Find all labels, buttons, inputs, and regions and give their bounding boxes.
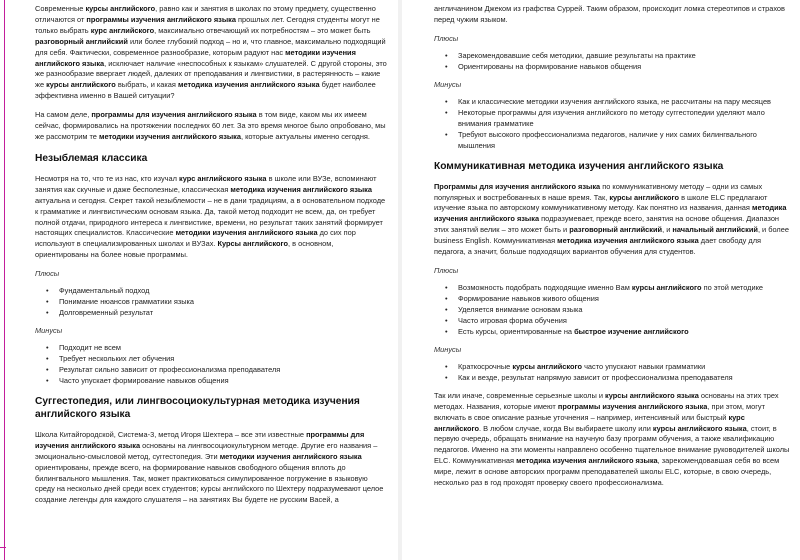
suggestopedia-paragraph: Школа Китайгородской, Система-3, метод Игоря Шехтера – все эти известные программы для изучения английского языка основаны на лингвосоциокультурном методе. Другие его названия – эмоционально-смысловой метод, суггестопедия. Эти методики изучения английского языка ориентированы, прежде всего, на формирование навыков свободного общения вплоть до билингвального мышления. Так, может практиковаться симулированное погружение в языковую среду на несколько дней среди всех студентов; курсы английского по Шехтеру подразумевают целое создание легенды для каждого слушателя – на занятиях Вы будете не русским Васей, а	[35, 429, 384, 505]
communicative-pros-list	[434, 282, 790, 337]
conclusion-paragraph: Так или иначе, современные серьезные школы и курсы английского языка основаны на этих трех методах. Названия, которые имеют программы изучения английского языка, при этом, могут включать в свое описание разные уточнения – например, интенсивный или быстрый курс английского. В любом случае, когда Вы выбираете школу или курсы английского языка, стоит, в первую очередь, обращать внимание на научную базу программ обучения, а также квалификацию педагогов. Именно на эти моменты направлено особенно тщательное внимание руководителей школы ELC. Коммуникативная методика изучения английского языка, зарекомендовавшая себя во всем мире, лежит в основе авторских программ преподавателей школы ELC, которые, в свою очередь, несколько раз в год проходят проверку своего профессионализма.	[434, 390, 790, 488]
keyword-highlight: методики изучения английского языка	[219, 451, 362, 461]
suggestopedia-continuation: англичанином Джеком из графства Суррей. Таким образом, происходит ломка стереотипов и страхов перед чужим языком.	[434, 4, 785, 24]
left-page-corner-mark	[0, 547, 6, 548]
keyword-highlight: методика изучения английского языка	[230, 184, 372, 194]
keyword-highlight: методика изучения английского языка	[434, 203, 787, 224]
list-item: • Требует нескольких лет обучения	[35, 353, 388, 364]
list-item: • Как и классические методики изучения английского языка, не рассчитаны на пару месяцев	[434, 96, 790, 107]
keyword-highlight: разговорный английский	[569, 225, 663, 235]
communicative-cons-list	[434, 361, 790, 383]
list-item: • Зарекомендовавшие себя методики, давшие результаты на практике	[434, 50, 790, 61]
classic-paragraph: Несмотря на то, что те из нас, кто изучал курс английского языка в школе или ВУЗе, вспоминают занятия как скучные и даже бесполезные, классическая методика изучения английского языка актуальна и сегодня. Секрет такой незыблемости – не в дани традициям, а в основательном подходе к грамматике и лингвистическим основам языка. Да, такой метод подходит не всем, да, он требует полной отдачи, природного интереса к лингвистике, времени, но результат таких занятий формирует настоящих специалистов. Классические методики изучения английского языка до сих пор используют в специализированных школах и ВУЗах. Курсы английского, в основном, ориентированы на более новые программы.	[35, 173, 386, 260]
suggestopedia-pros-label: Плюсы	[434, 33, 459, 43]
left-page-edge-line	[4, 0, 5, 560]
section-heading-communicative: Коммуникативная методика изучения английского языка	[434, 160, 724, 172]
keyword-highlight: курсы английского	[609, 192, 680, 202]
keyword-highlight: методики изучения английского языка	[35, 47, 356, 68]
keyword-highlight: начальный английский	[672, 225, 758, 235]
communicative-paragraph: Программы для изучения английского языка по коммуникативному методу – одни из самых популярных и востребованных в наше время. Так, курсы английского в школе ELC предлагают изучение языка по авторскому коммуникативному методу. Как понятно из названия, данная методика изучения английского языка подразумевает, прежде всего, занятия на основе общения. Диапазон этих занятий велик – это может быть и разговорный английский, и начальный английский, и более business English. Коммуникативная методика изучения английского языка дает свободу для педагога, а значит, больше подходящих вариантов обучения для студентов.	[434, 181, 789, 257]
keyword-highlight: программы для изучения английского языка	[91, 110, 257, 120]
right-page	[402, 0, 800, 560]
keyword-highlight: курсы английского	[46, 80, 116, 90]
section-heading-suggestopedia: Суггестопедия, или лингвосоциокультурная методика изучения английского языка	[35, 395, 360, 420]
classic-pros-label: Плюсы	[35, 269, 60, 279]
suggestopedia-cons-list	[434, 96, 790, 151]
keyword-highlight: курс английского	[90, 25, 155, 35]
list-item: • Результат сильно зависит от профессионализма преподавателя	[35, 364, 388, 375]
list-item: • Долговременный результат	[35, 307, 388, 318]
left-page	[0, 0, 398, 560]
list-item: • Уделяется внимание основам языка	[434, 304, 790, 315]
list-item: • Формирование навыков живого общения	[434, 293, 790, 304]
keyword-highlight: методика изучения английского языка	[516, 456, 658, 466]
keyword-highlight: быстрое изучение английского	[574, 326, 689, 336]
suggestopedia-cons-label: Минусы	[434, 79, 462, 89]
keyword-highlight: программы изучения английского языка	[86, 14, 236, 24]
list-item: • Некоторые программы для изучения английского по методу суггестопедии уделяют мало внимания грамматике	[434, 107, 790, 129]
keyword-highlight: Курсы английского	[217, 239, 289, 249]
list-item: • Ориентированы на формирование навыков общения	[434, 61, 790, 72]
classic-cons-label: Минусы	[35, 326, 63, 336]
list-item: • Есть курсы, ориентированные на быстрое изучение английского	[434, 326, 790, 337]
keyword-highlight: курсы английского	[631, 282, 702, 292]
keyword-highlight: методики изучения английского языка	[175, 228, 318, 238]
list-item: • Требуют высокого профессионализма педагогов, наличие у них самих билингвального мышления	[434, 129, 790, 151]
keyword-highlight: методика изучения английского языка	[557, 236, 699, 246]
list-item: • Подходит не всем	[35, 342, 388, 353]
keyword-highlight: программы изучения английского языка	[557, 401, 708, 411]
section-heading-classic: Незыблемая классика	[35, 152, 148, 164]
list-item: • Краткосрочные курсы английского часто упускают навыки грамматики	[434, 361, 790, 372]
suggestopedia-pros-list	[434, 50, 790, 72]
keyword-highlight: курс английского	[434, 412, 745, 433]
communicative-cons-label: Минусы	[434, 344, 462, 354]
keyword-highlight: методики изучения английского языка	[98, 131, 241, 141]
keyword-highlight: курсы английского языка	[605, 390, 699, 400]
classic-cons-list	[35, 342, 388, 386]
keyword-highlight: курсы английского языка	[652, 423, 747, 433]
keyword-highlight: Программы для изучения английского языка	[434, 181, 601, 191]
list-item: • Часто игровая форма обучения	[434, 315, 790, 326]
list-item: • Часто упускает формирование навыков общения	[35, 375, 388, 386]
keyword-highlight: программы для изучения английского языка	[35, 429, 365, 450]
keyword-highlight: курсы английского	[512, 361, 583, 371]
keyword-highlight: методика изучения английского языка	[177, 80, 320, 90]
classic-pros-list	[35, 285, 388, 318]
keyword-highlight: курсы английского	[85, 4, 156, 13]
list-item: • Возможность подобрать подходящие именно Вам курсы английского по этой методике	[434, 282, 790, 293]
intro-paragraph-1: Современные курсы английского, равно как и занятия в школах по этому предмету, существенно отличаются от программы изучения английского языка прошлых лет. Сегодня студенты могут не только выбрать курс английского, максимально отвечающий их потребностям – это может быть разговорный английский или более глубокий подход – но и, что главное, максимально подходящий для себя. Фактически, современное разнообразие, которым радуют нас методики изучения английского языка, исключает наличие «неспособных к языкам» слушателей. С другой стороны, это же разнообразие ввергает людей, далеких от преподавания и лингвистики, в растерянность – какие же курсы английского выбрать, и какая методика изучения английского языка будет наиболее эффективна именно в Вашей ситуации?	[35, 4, 387, 101]
list-item: • Фундаментальный подход	[35, 285, 388, 296]
list-item: • Понимание нюансов грамматики языка	[35, 296, 388, 307]
keyword-highlight: курс английского языка	[179, 173, 267, 183]
intro-paragraph-2: На самом деле, программы для изучения английского языка в том виде, каком мы их имеем сейчас, формировались на протяжении последних 60 лет. За это время многое было опробовано, мы же рассмотрим те методики изучения английского языка, которые актуальны именно сегодня.	[35, 110, 386, 141]
communicative-pros-label: Плюсы	[434, 265, 459, 275]
keyword-highlight: разговорный английский	[35, 36, 128, 46]
list-item: • Как и везде, результат напрямую зависит от профессионализма преподавателя	[434, 372, 790, 383]
